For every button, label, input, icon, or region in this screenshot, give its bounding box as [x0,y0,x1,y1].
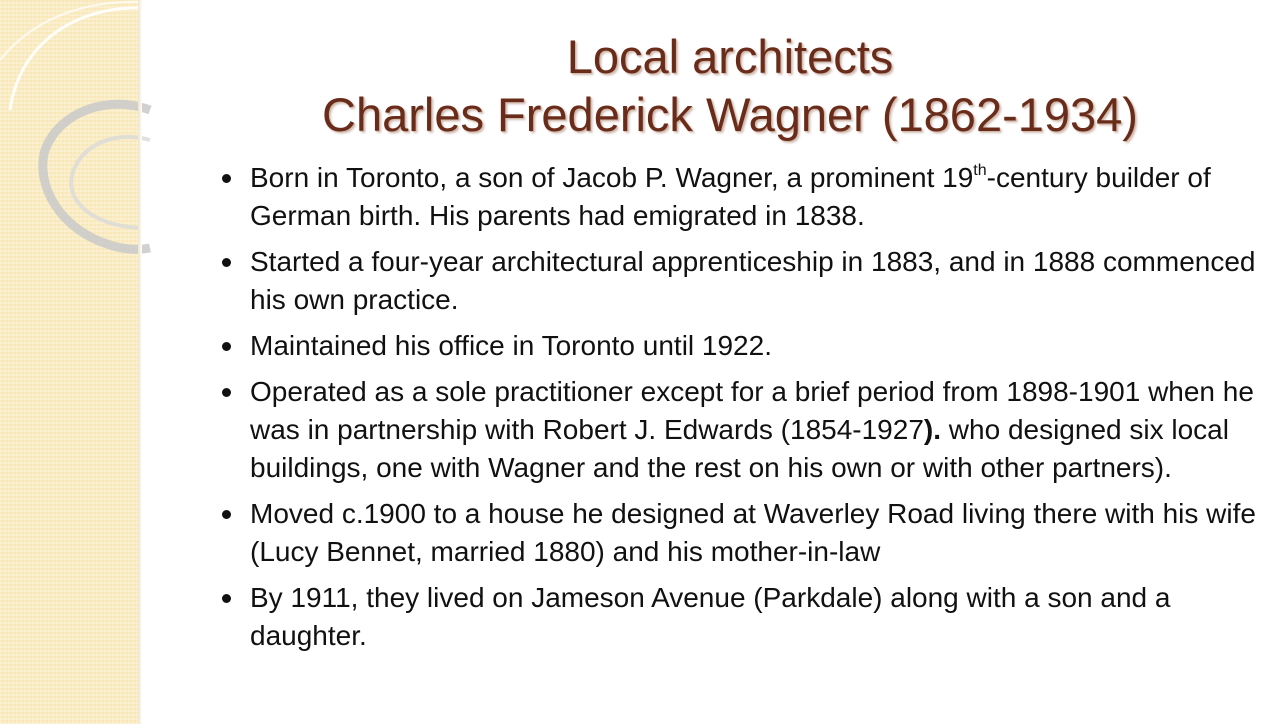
bullet-text-pre: Born in Toronto, a son of Jacob P. Wagner, a prominent 19 [250,162,974,193]
bullet-list [222,159,1267,663]
bullet-dot-icon [222,342,231,351]
bullet-dot-icon [222,174,231,183]
slide-title [150,28,1287,144]
bullet-text: By 1911, they lived on Jameson Avenue (Parkdale) along with a son and a daughter. [250,582,1171,651]
bullet-item-waverley [222,495,1267,571]
bullet-item-apprenticeship [222,243,1267,319]
bullet-text-pre: Operated as a sole practitioner except for a brief period from 1898-1901 when he was in partnership with Robert J. Edwards (1854-1927 [250,376,1254,445]
bullet-text-bold: ). [923,414,942,445]
bullet-item-jameson [222,579,1267,655]
bullet-text-post: who designed six local buildings, one with Wagner and the rest on his own or with other partners). [250,414,1229,483]
bullet-item-office [222,327,1267,365]
bullet-text: Started a four-year architectural apprenticeship in 1883, and in 1888 commenced his own practice. [250,246,1256,315]
bullet-text: Maintained his office in Toronto until 1922. [250,330,772,361]
side-panel-edge [138,0,142,724]
superscript-th: th [973,162,987,179]
slide-title-line-1: Local architects [566,30,894,83]
bullet-item-partnership [222,373,1267,487]
bullet-text-post: -century builder of German birth. His parents had emigrated in 1838. [250,162,1211,231]
bullet-item-birth [222,159,1267,235]
swirl-decoration-icon [0,0,160,300]
bullet-dot-icon [222,510,231,519]
decorative-side-panel [0,0,141,724]
slide-title-line-2: Charles Frederick Wagner (1862-1934) [322,88,1138,141]
bullet-dot-icon [222,594,231,603]
bullet-dot-icon [222,258,231,267]
bullet-text: Moved c.1900 to a house he designed at Waverley Road living there with his wife (Lucy Bennet, married 1880) and his mother-in-law [250,498,1256,567]
bullet-dot-icon [222,388,231,397]
